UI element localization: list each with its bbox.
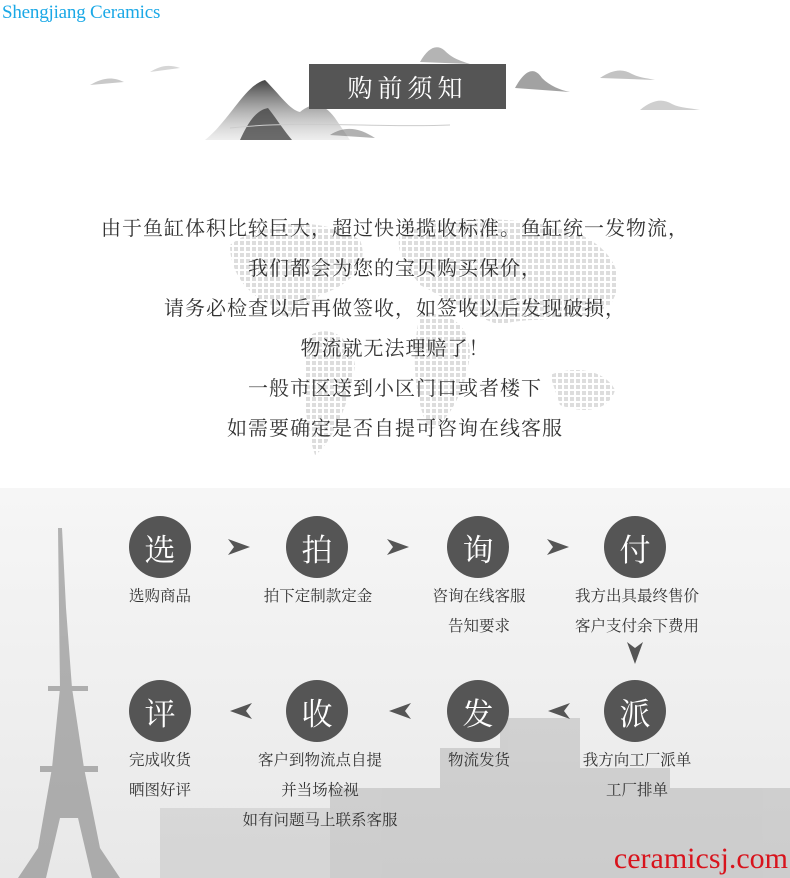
step-receive-label-1: 客户到物流点自提	[257, 751, 383, 769]
step-order-label: 拍下定制款定金	[263, 587, 373, 605]
notice-line-4: 物流就无法理赔了！	[300, 336, 490, 360]
step-pay-label-1: 我方出具最终售价	[574, 587, 700, 605]
page-title: 购前须知	[309, 64, 506, 109]
step-receive-label-2: 并当场检视	[281, 781, 359, 799]
arrow-right-icon	[228, 539, 250, 555]
step-dispatch-label-2: 工厂排单	[605, 781, 669, 799]
watermark-top: Shengjiang Ceramics	[2, 2, 161, 23]
step-ship-label: 物流发货	[447, 751, 511, 769]
arrow-left-icon	[230, 703, 252, 719]
step-review-icon: 评	[129, 680, 191, 742]
arrow-down-icon	[627, 642, 643, 664]
step-dispatch-icon: 派	[604, 680, 666, 742]
arrow-right-icon	[547, 539, 569, 555]
arrow-left-icon	[548, 703, 570, 719]
step-select-label: 选购商品	[128, 587, 192, 605]
step-review-label-2: 晒图好评	[128, 781, 192, 799]
step-dispatch-label-1: 我方向工厂派单	[582, 751, 692, 769]
arrow-left-icon	[389, 703, 411, 719]
watermark-bottom: ceramicsj.com	[613, 842, 788, 875]
step-receive-icon: 收	[286, 680, 348, 742]
step-review-label-1: 完成收货	[128, 751, 192, 769]
step-ship-icon: 发	[447, 680, 509, 742]
step-pay-label-2: 客户支付余下费用	[574, 617, 700, 635]
notice-line-3: 请务必检查以后再做签收，如签收以后发现破损，	[164, 296, 626, 320]
arrow-right-icon	[387, 539, 409, 555]
notice-line-1: 由于鱼缸体积比较巨大，超过快递揽收标准。鱼缸统一发物流，	[101, 216, 689, 240]
step-select-icon: 选	[129, 516, 191, 578]
notice-line-6: 如需要确定是否自提可咨询在线客服	[227, 416, 563, 440]
notice-line-5: 一般市区送到小区门口或者楼下	[248, 376, 542, 400]
step-order-icon: 拍	[286, 516, 348, 578]
notice-line-2: 我们都会为您的宝贝购买保价，	[248, 256, 542, 280]
step-consult-label-1: 咨询在线客服	[432, 587, 526, 605]
step-receive-label-3: 如有问题马上联系客服	[242, 811, 398, 829]
step-pay-icon: 付	[604, 516, 666, 578]
step-consult-icon: 询	[447, 516, 509, 578]
step-consult-label-2: 告知要求	[447, 617, 511, 635]
